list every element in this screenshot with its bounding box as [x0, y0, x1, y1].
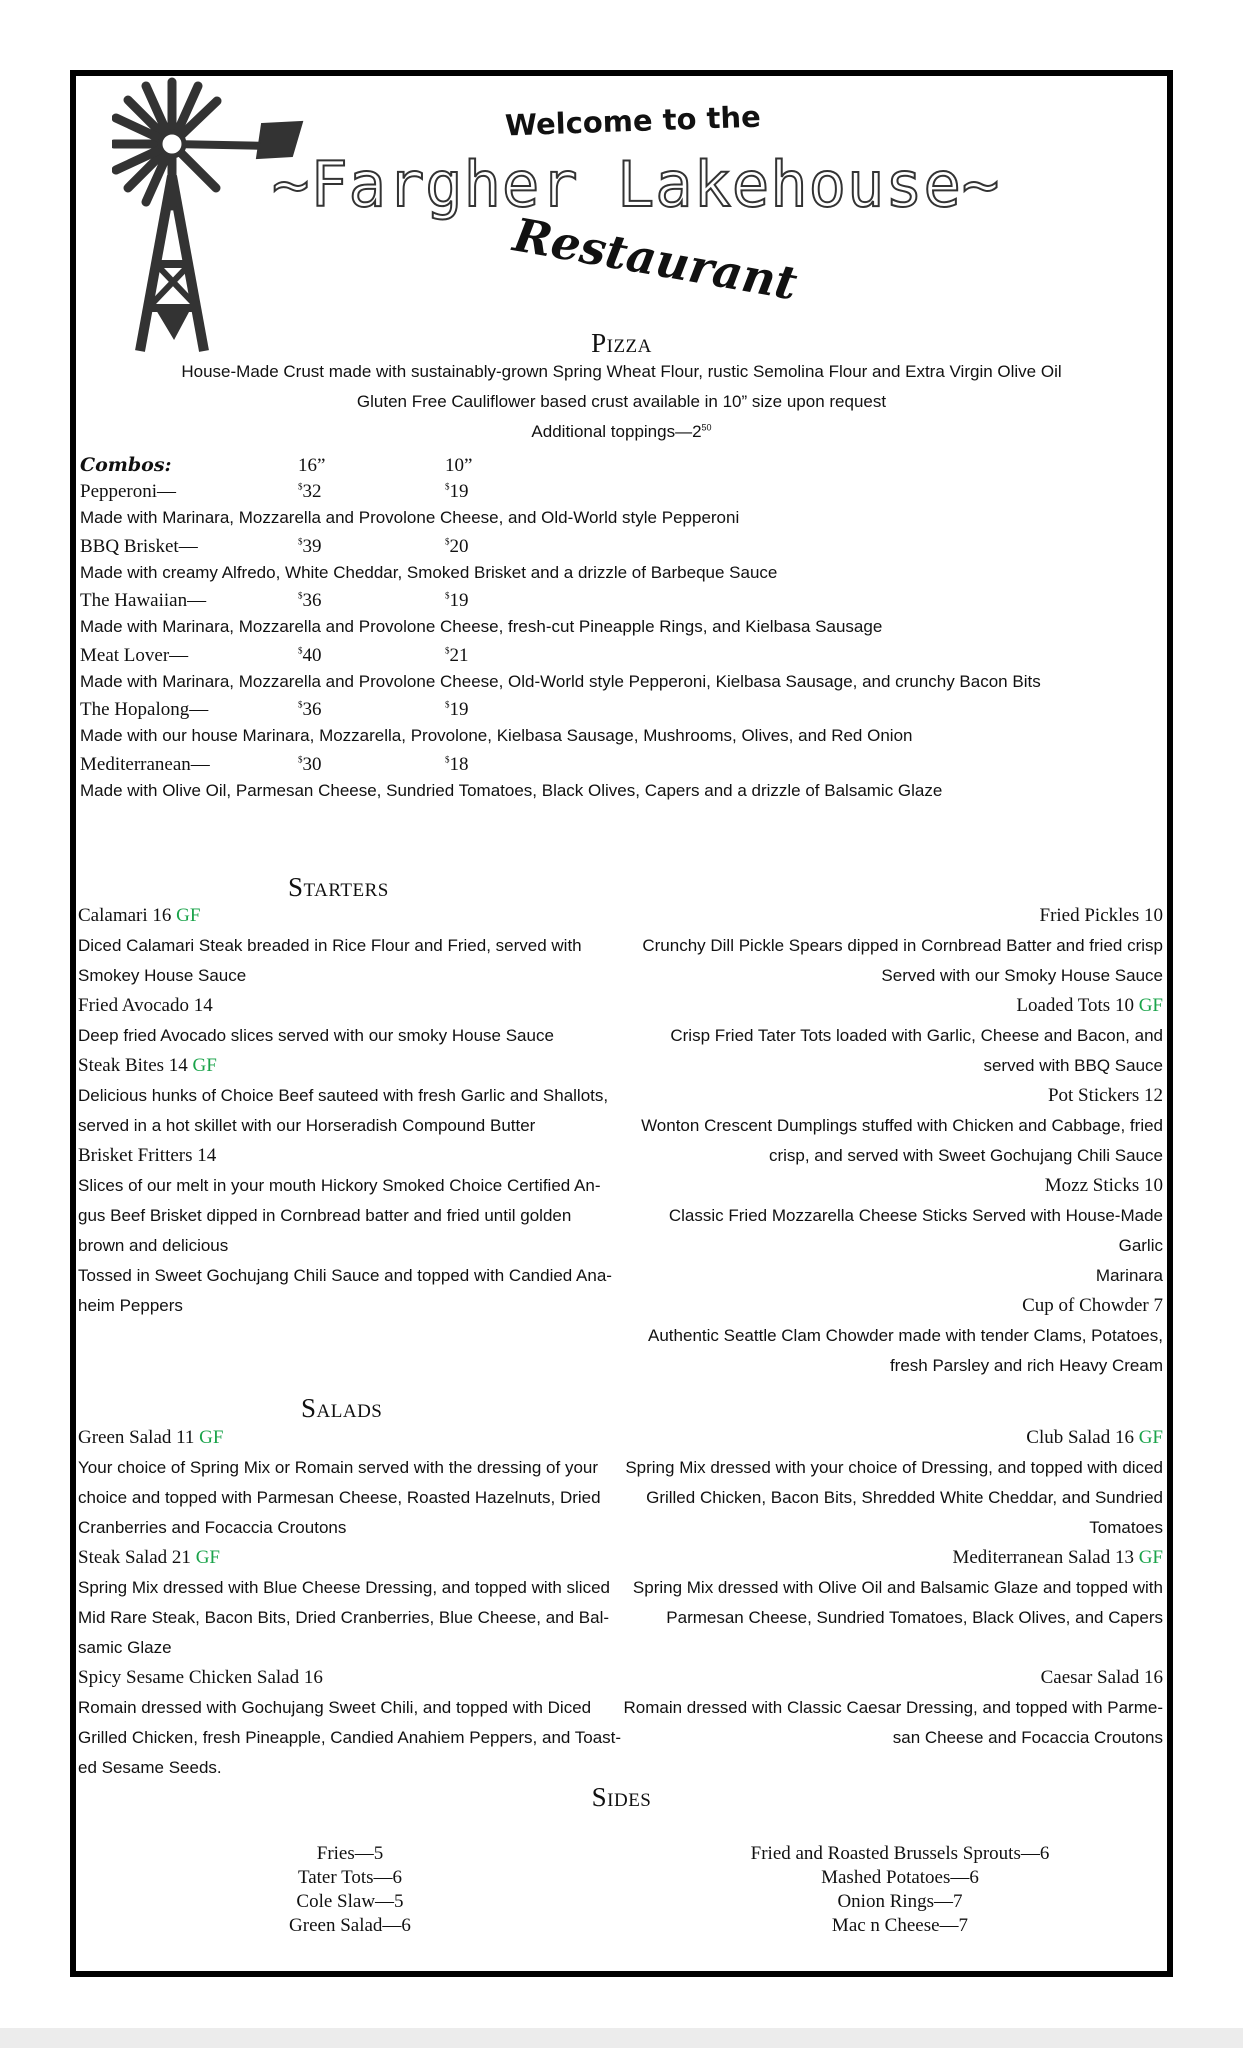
pizza-price-large: [298, 481, 322, 503]
gluten-free-tag: GF: [176, 905, 201, 926]
pizza-name: Meat Lover—: [80, 644, 189, 666]
gluten-free-tag: GF: [1138, 1427, 1163, 1448]
menu-item-name: [78, 1141, 638, 1171]
menu-item-name: [620, 1081, 1163, 1111]
gluten-free-tag: GF: [192, 1055, 217, 1076]
price-value: 32: [302, 481, 322, 502]
menu-item-name: [78, 1663, 638, 1693]
currency-symbol: $: [298, 481, 303, 492]
menu-item-name: [78, 991, 638, 1021]
pizza-name: Mediterranean—: [80, 753, 210, 775]
item-title: Brisket Fritters 14: [78, 1145, 217, 1166]
pizza-price-large: [298, 645, 322, 667]
pizza-description: Made with Olive Oil, Parmesan Cheese, Sundried Tomatoes, Black Olives, Capers and a drizzle of Balsamic Glaze: [80, 780, 943, 800]
side-item: Mac n Cheese—7: [831, 1915, 969, 1936]
section-title-sides: Sides: [591, 1782, 652, 1812]
side-item: Cole Slaw—5: [296, 1891, 404, 1912]
page-footer-bar: [0, 2028, 1243, 2048]
currency-symbol: $: [445, 754, 450, 765]
item-title: Pot Stickers 12: [1047, 1085, 1163, 1106]
menu-item-description: Served with our Smoky House Sauce: [881, 966, 1163, 985]
menu-item-name: [78, 901, 638, 931]
menu-item-description: crisp, and served with Sweet Gochujang Chili Sauce: [768, 1146, 1163, 1165]
item-title: Fried Pickles 10: [1039, 905, 1163, 926]
menu-item-description: Romain dressed with Gochujang Sweet Chili, and topped with Diced: [78, 1698, 592, 1717]
pizza-price-small: [445, 590, 469, 612]
side-item: Onion Rings—7: [837, 1891, 963, 1912]
menu-item-description: samic Glaze: [78, 1638, 172, 1657]
item-title: Mediterranean Salad 13: [952, 1547, 1134, 1568]
menu-item-description: Marinara: [1095, 1266, 1163, 1285]
menu-item-description: Grilled Chicken, Bacon Bits, Shredded White Cheddar, and Sundried: [646, 1488, 1163, 1507]
menu-item-description: Smokey House Sauce: [78, 966, 247, 985]
menu-item-description: Crisp Fried Tater Tots loaded with Garlic, Cheese and Bacon, and: [670, 1026, 1163, 1045]
price-value: 18: [449, 753, 469, 775]
combos-label: Combos:: [80, 454, 172, 476]
size-10-header: 10”: [445, 455, 473, 476]
menu-item-description: ed Sesame Seeds.: [78, 1758, 222, 1777]
price-value: 19: [449, 590, 469, 611]
item-title: Mozz Sticks 10: [1044, 1175, 1163, 1196]
menu-item-name: [620, 901, 1163, 931]
pizza-description: Made with Marinara, Mozzarella and Provolone Cheese, and Old-World style Pepperoni: [80, 508, 740, 527]
menu-item-description: gus Beef Brisket dipped in Cornbread batter and fried until golden: [78, 1206, 572, 1225]
section-title-starters: Starters: [288, 872, 389, 902]
menu-item-name: [620, 991, 1163, 1021]
menu-item-description: Your choice of Spring Mix or Romain served with the dressing of your: [78, 1458, 599, 1477]
menu-item-description: Classic Fried Mozzarella Cheese Sticks Served with House-Made Garlic: [668, 1206, 1163, 1255]
price-value: 39: [302, 535, 322, 557]
menu-item-description: brown and delicious: [78, 1236, 229, 1255]
pizza-name: BBQ Brisket—: [80, 535, 198, 557]
menu-item-description: Tossed in Sweet Gochujang Chili Sauce and topped with Candied Ana-: [78, 1266, 612, 1285]
menu-item-name: [78, 1423, 638, 1453]
item-title: Steak Salad 21: [78, 1547, 191, 1568]
item-title: Steak Bites 14: [78, 1055, 188, 1076]
menu-item-description: Wonton Crescent Dumplings stuffed with Chicken and Cabbage, fried: [641, 1116, 1163, 1135]
menu-item-description: Mid Rare Steak, Bacon Bits, Dried Cranberries, Blue Cheese, and Bal-: [78, 1608, 610, 1627]
item-title: Spicy Sesame Chicken Salad 16: [78, 1667, 323, 1688]
menu-item-description: Tomatoes: [1089, 1518, 1163, 1537]
menu-item-description: Crunchy Dill Pickle Spears dipped in Cornbread Batter and fried crisp: [642, 936, 1163, 955]
gluten-free-tag: GF: [1138, 1547, 1163, 1568]
pizza-price-large: [298, 536, 322, 558]
pizza-price-small: [445, 481, 469, 503]
gluten-free-tag: GF: [1138, 995, 1163, 1016]
menu-item-name: [620, 1291, 1163, 1321]
price-value: 36: [302, 590, 322, 611]
price-value: 36: [302, 699, 322, 720]
currency-symbol: $: [298, 536, 303, 547]
pizza-price-small: [445, 645, 469, 667]
pizza-price-large: [298, 754, 322, 776]
price-value: 19: [449, 699, 469, 720]
pizza-name: The Hopalong—: [80, 699, 209, 720]
item-title: Caesar Salad 16: [1040, 1667, 1163, 1688]
pizza-name: Pepperoni—: [80, 481, 177, 502]
side-item: Tater Tots—6: [297, 1867, 403, 1888]
currency-symbol: $: [445, 536, 450, 547]
price-value: 30: [302, 753, 322, 775]
currency-symbol: $: [445, 590, 450, 601]
item-title: Club Salad 16: [1026, 1427, 1134, 1448]
gluten-free-tag: GF: [195, 1547, 220, 1568]
menu-item-description: Spring Mix dressed with Blue Cheese Dressing, and topped with sliced: [78, 1578, 610, 1597]
price-value: 20: [449, 535, 469, 557]
currency-symbol: $: [298, 645, 303, 656]
menu-item-description: Parmesan Cheese, Sundried Tomatoes, Black Olives, and Capers: [666, 1608, 1163, 1627]
menu-item-description: Romain dressed with Classic Caesar Dressing, and topped with Parme-: [623, 1698, 1163, 1717]
side-item: Fried and Roasted Brussels Sprouts—6: [750, 1843, 1050, 1864]
pizza-note-1: House-Made Crust made with sustainably-grown Spring Wheat Flour, rustic Semolina Flour and Extra Virgin Olive Oil: [181, 362, 1062, 381]
starters-right-column: [620, 901, 1163, 1381]
menu-item-description: Authentic Seattle Clam Chowder made with tender Clams, Potatoes,: [648, 1326, 1163, 1345]
currency-symbol: $: [298, 699, 303, 710]
item-title: Cup of Chowder 7: [1022, 1295, 1163, 1316]
menu-item-description: fresh Parsley and rich Heavy Cream: [889, 1356, 1163, 1375]
item-title: Calamari 16: [78, 905, 172, 926]
menu-item-name: [610, 1423, 1163, 1453]
menu-item-description: Grilled Chicken, fresh Pineapple, Candied Anahiem Peppers, and Toast-: [78, 1728, 622, 1747]
welcome-text: Welcome to the: [504, 99, 762, 143]
currency-symbol: $: [445, 645, 450, 656]
starters-left-column: [78, 901, 638, 1321]
restaurant-name: ~Fargher Lakehouse~: [272, 148, 1001, 221]
pizza-price-large: [298, 590, 322, 612]
menu-item-description: Diced Calamari Steak breaded in Rice Flour and Fried, served with: [78, 936, 582, 955]
pizza-price-small: [445, 536, 469, 558]
pizza-note-2: Gluten Free Cauliflower based crust available in 10” size upon request: [356, 392, 887, 411]
side-item: Green Salad—6: [289, 1915, 411, 1936]
price-value: 21: [449, 644, 469, 666]
menu-item-description: san Cheese and Focaccia Croutons: [892, 1728, 1163, 1747]
salads-right-column: [610, 1423, 1163, 1753]
currency-symbol: $: [298, 590, 303, 601]
side-item: Fries—5: [316, 1843, 384, 1864]
side-item: Mashed Potatoes—6: [821, 1867, 979, 1888]
currency-symbol: $: [445, 699, 450, 710]
menu-item-name: [78, 1051, 638, 1081]
menu-item-name: [620, 1171, 1163, 1201]
item-title: Green Salad 11: [78, 1427, 195, 1448]
menu-item-description: heim Peppers: [78, 1296, 183, 1315]
gluten-free-tag: GF: [199, 1427, 224, 1448]
sides-right-list: [700, 1842, 1100, 1938]
pizza-description: Made with our house Marinara, Mozzarella, Provolone, Kielbasa Sausage, Mushrooms, Olives, and Red Onion: [80, 726, 913, 745]
price-value: 19: [449, 481, 469, 502]
currency-symbol: $: [298, 754, 303, 765]
pizza-toppings-note: Additional $toppings—2^{50}$: [531, 422, 712, 441]
menu-item-name: [78, 1543, 638, 1573]
menu-item-description: choice and topped with Parmesan Cheese, Roasted Hazelnuts, Dried: [78, 1488, 601, 1507]
menu-item-name: [610, 1543, 1163, 1573]
sides-left-list: [220, 1842, 480, 1938]
pizza-price-small: [445, 754, 469, 776]
menu-item-description: Spring Mix dressed with Olive Oil and Balsamic Glaze and topped with: [632, 1578, 1163, 1597]
pizza-description: Made with creamy Alfredo, White Cheddar, Smoked Brisket and a drizzle of Barbeque Sauce: [80, 562, 778, 582]
pizza-description: Made with Marinara, Mozzarella and Provolone Cheese, fresh-cut Pineapple Rings, and Kielbasa Sausage: [80, 617, 883, 636]
size-16-header: 16”: [298, 455, 326, 476]
currency-symbol: $: [445, 481, 450, 492]
item-title: Fried Avocado 14: [78, 995, 213, 1016]
menu-item-description: served in a hot skillet with our Horseradish Compound Butter: [78, 1116, 536, 1135]
menu-item-description: Spring Mix dressed with your choice of Dressing, and topped with diced: [625, 1458, 1163, 1477]
menu-item-description: Slices of our melt in your mouth Hickory Smoked Choice Certified An-: [78, 1176, 601, 1195]
pizza-description: Made with Marinara, Mozzarella and Provolone Cheese, Old-World style Pepperoni, Kielbasa Sausage, and crunchy Bacon Bits: [80, 671, 1041, 691]
pizza-name: The Hawaiian—: [80, 590, 207, 611]
salads-left-column: [78, 1423, 638, 1783]
pizza-price-small: [445, 699, 469, 721]
item-title: Loaded Tots 10: [1016, 995, 1134, 1016]
menu-item-name: [610, 1663, 1163, 1693]
pizza-price-large: [298, 699, 322, 721]
menu-item-description: Cranberries and Focaccia Croutons: [78, 1518, 347, 1537]
section-title-salads: Salads: [301, 1393, 383, 1423]
menu-item-description: Deep fried Avocado slices served with our smoky House Sauce: [78, 1026, 554, 1045]
price-value: 40: [302, 644, 322, 666]
menu-item-description: served with BBQ Sauce: [983, 1056, 1163, 1075]
section-title-pizza: Pizza: [591, 328, 652, 358]
menu-item-description: Delicious hunks of Choice Beef sauteed with fresh Garlic and Shallots,: [78, 1086, 609, 1105]
restaurant-subtitle: Restaurant: [509, 207, 802, 311]
